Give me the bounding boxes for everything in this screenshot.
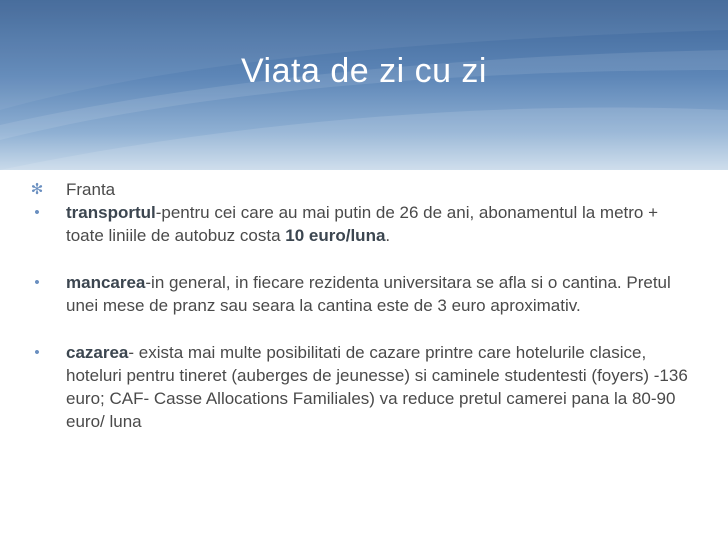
bullet-tail: . [385, 226, 391, 245]
bullet-text: Franta [66, 180, 116, 199]
dot-bullet-icon: • [34, 274, 40, 291]
bullet-list [28, 178, 688, 433]
bullet-price: 10 euro/luna [285, 226, 386, 245]
dot-bullet-icon: • [34, 204, 40, 221]
bullet-keyword: mancarea [66, 273, 146, 292]
asterisk-bullet-icon: ✻ [30, 181, 44, 198]
bullet-text: -in general, in fiecare rezidenta universitara se afla si o cantina. Pretul unei mese de pranz sau seara la cantina este de 3 euro aproximativ. [66, 273, 671, 315]
bullet-item-transport [28, 201, 688, 247]
slide-title: Viata de zi cu zi [240, 52, 487, 90]
bullet-item-cazare [28, 341, 688, 433]
title-banner [0, 0, 728, 170]
bullet-keyword: transportul [66, 203, 156, 222]
bullet-text: -pentru cei care au mai putin de 26 de ani, abonamentul la metro + toate liniile de autobuz costa [66, 203, 659, 245]
bullet-keyword: cazarea [66, 343, 129, 362]
bullet-item-franta [28, 178, 688, 201]
dot-bullet-icon: • [34, 344, 40, 361]
bullet-text: - exista mai multe posibilitati de cazare printre care hotelurile clasice, hoteluri pentru tineret (auberges de jeunesse) si caminele studentesti (foyers) -136 euro; CAF- Casse Allocations Familiales) va reduce pretul camerei pana la 80-90 euro/ luna [66, 343, 688, 431]
bullet-item-mancare [28, 271, 688, 317]
